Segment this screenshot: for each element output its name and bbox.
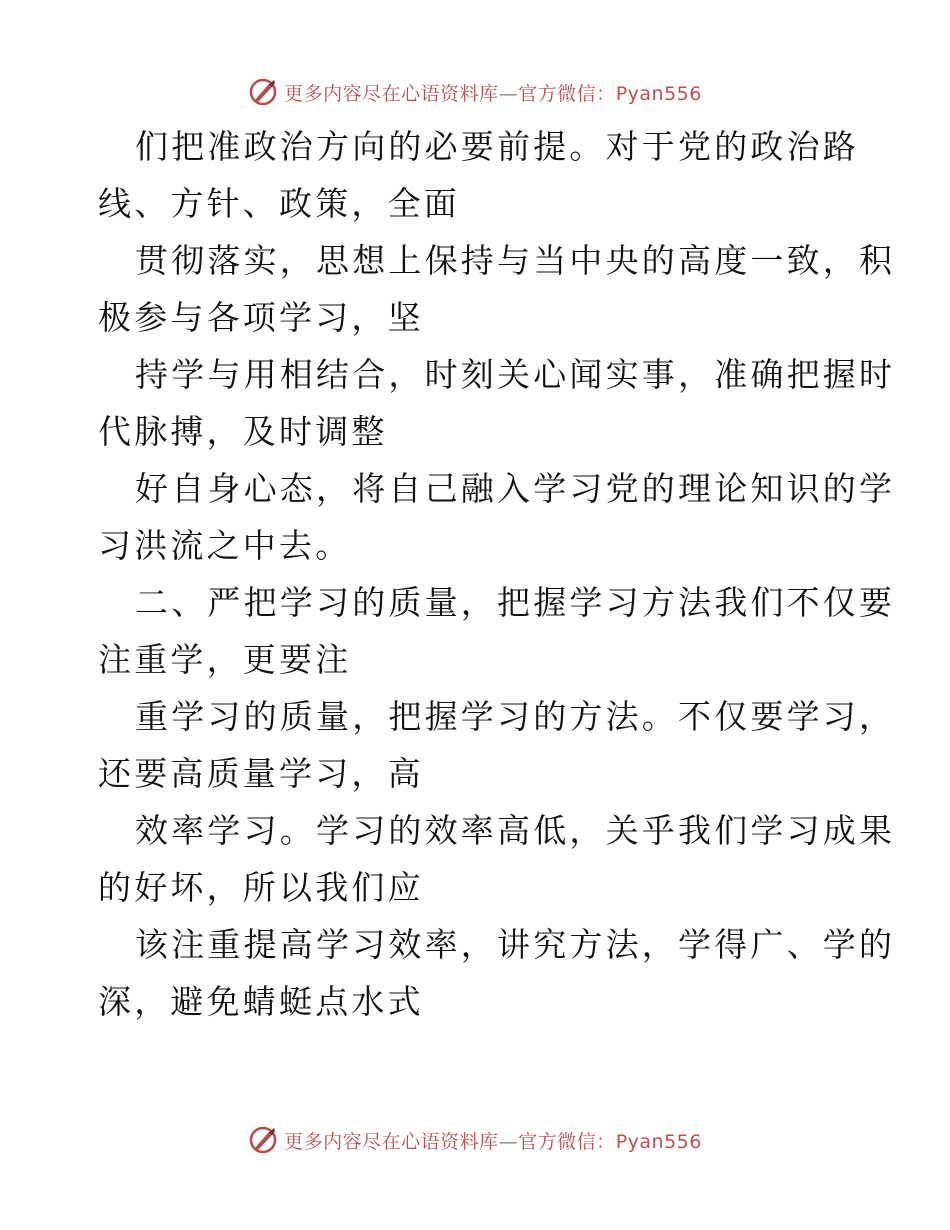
quill-pen-logo-icon — [248, 1125, 278, 1155]
text-line: 持学与用相结合，时刻关心闻实事，准确把握时 — [135, 355, 896, 394]
quill-pen-logo-icon — [248, 77, 278, 107]
watermark-main: 更多内容尽在心语资料库 — [284, 82, 499, 105]
text-line: 该注重提高学习效率，讲究方法，学得广、学的 — [135, 925, 896, 964]
watermark-separator: — — [498, 1130, 519, 1153]
watermark-wechat-label: 官方微信： — [518, 82, 616, 105]
text-line: 好自身心态，将自己融入学习党的理论知识的学 — [135, 469, 896, 508]
document-body — [98, 118, 896, 1030]
text-line: 的好坏，所以我们应 — [98, 868, 424, 907]
watermark-wechat-id: Pyan556 — [615, 1130, 702, 1153]
text-line: 效率学习。学习的效率高低，关乎我们学习成果 — [135, 811, 896, 850]
watermark-text — [284, 79, 702, 106]
text-line: 习洪流之中去。 — [98, 526, 352, 565]
watermark-wechat-id: Pyan556 — [615, 82, 702, 105]
footer-watermark — [0, 1120, 950, 1160]
text-line: 们把准政治方向的必要前提。对于党的政治路 — [135, 127, 859, 166]
text-line: 贯彻落实，思想上保持与当中央的高度一致，积 — [135, 241, 896, 280]
watermark-main: 更多内容尽在心语资料库 — [284, 1130, 499, 1153]
text-line: 代脉搏，及时调整 — [98, 412, 388, 451]
watermark-text — [284, 1127, 702, 1154]
watermark-wechat-label: 官方微信： — [518, 1130, 616, 1153]
text-line: 极参与各项学习，坚 — [98, 298, 424, 337]
watermark-separator: — — [498, 82, 519, 105]
text-line: 还要高质量学习，高 — [98, 754, 424, 793]
text-line: 重学习的质量，把握学习的方法。不仅要学习， — [135, 697, 896, 736]
text-line: 线、方针、政策，全面 — [98, 184, 460, 223]
header-watermark — [0, 72, 950, 112]
text-line: 注重学，更要注 — [98, 640, 352, 679]
text-line: 深，避免蜻蜓点水式 — [98, 982, 424, 1021]
text-line: 二、严把学习的质量，把握学习方法我们不仅要 — [135, 583, 896, 622]
